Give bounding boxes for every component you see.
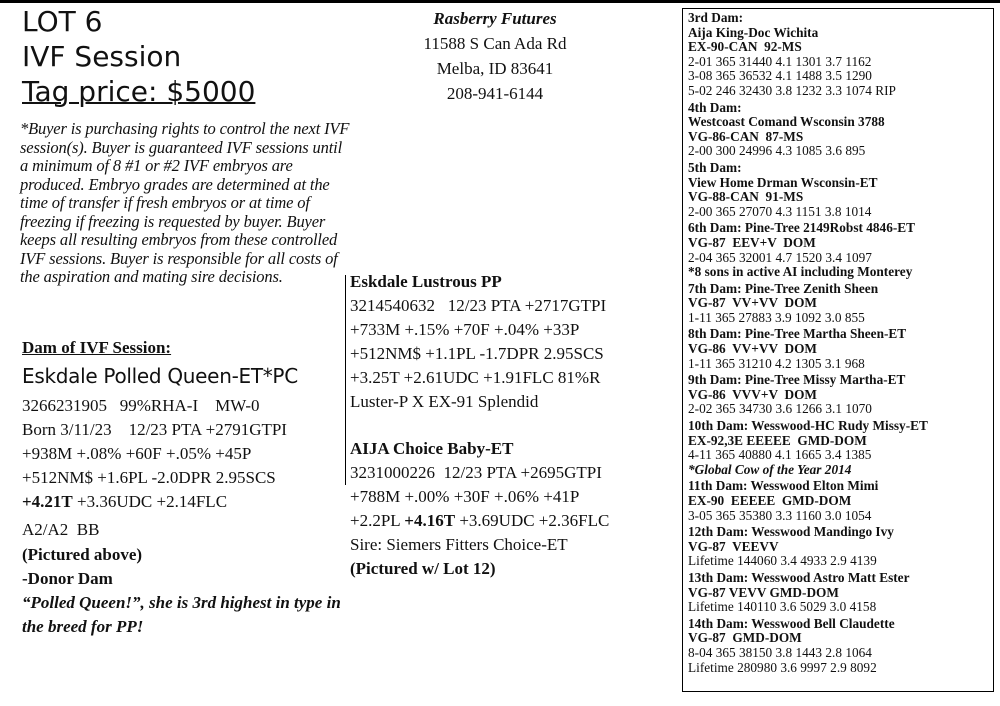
- sire-line: +512NM$ +1.1PL -1.7DPR 2.95SCS: [350, 344, 604, 363]
- granddam-pictured: (Pictured w/ Lot 12): [350, 559, 496, 578]
- dam-name: Eskdale Polled Queen-ET*PC: [22, 364, 298, 388]
- pedigree-record: 3-08 365 36532 4.1 1488 3.5 1290: [688, 68, 872, 84]
- pedigree-dam-detail: VG-86 VVV+V DOM: [688, 386, 817, 402]
- pedigree-dam-heading: 14th Dam: Wesswood Bell Claudette: [688, 615, 895, 631]
- pedigree-dam-heading: 6th Dam: Pine-Tree 2149Robst 4846-ET: [688, 220, 916, 236]
- pedigree-dam-detail: View Home Drman Wsconsin-ET: [688, 174, 878, 190]
- pedigree-dam-detail: VG-87 VEEVV: [688, 538, 779, 554]
- dam-line: +938M +.08% +60F +.05% +45P: [22, 444, 252, 463]
- pedigree-note: *8 sons in active AI including Monterey: [688, 264, 913, 280]
- pedigree-dam-detail: VG-87 VV+VV DOM: [688, 295, 817, 311]
- sire-line: 3214540632 12/23 PTA +2717GTPI: [350, 296, 607, 315]
- granddam-section: [350, 437, 609, 581]
- dam-line: A2/A2 BB: [22, 520, 100, 539]
- buyer-disclaimer: *Buyer is purchasing rights to control the next IVF session(s). Buyer is guaranteed IVF sessions until a minimum of 8 #1 or #2 IVF embryos are produced. Embryo grades are determined at the time of transfer if fresh embryos or at time of freezing if freezing is requested by buyer. Buyer keeps all resulting embryos from these controlled IVF sessions. Buyer is responsible for all costs of the aspiration and mating sire decisions.: [20, 119, 350, 286]
- top-rule: [0, 0, 1000, 3]
- pedigree-entry: [688, 221, 988, 279]
- pedigree-dam-detail: VG-86 VV+VV DOM: [688, 341, 817, 357]
- pedigree-dam-heading: 12th Dam: Wesswood Mandingo Ivy: [688, 524, 894, 540]
- column-divider: [345, 275, 346, 485]
- breeder-name: Rasberry Futures: [433, 9, 557, 28]
- pedigree-record: 2-04 365 32001 4.7 1520 3.4 1097: [688, 249, 872, 265]
- pedigree-record: Lifetime 280980 3.6 9997 2.9 8092: [688, 659, 877, 675]
- dam-line: [22, 490, 287, 514]
- polled-queen-note: “Polled Queen!”, she is 3rd highest in type in the breed for PP!: [22, 593, 341, 636]
- pedigree-dam-detail: Westcoast Comand Wsconsin 3788: [688, 114, 885, 130]
- pedigree-record: Lifetime 144060 3.4 4933 2.9 4139: [688, 553, 877, 569]
- dam-line: Born 3/11/23 12/23 PTA +2791GTPI: [22, 420, 287, 439]
- pedigree-record: 2-00 365 27070 4.3 1151 3.8 1014: [688, 203, 872, 219]
- pedigree-dam-heading: 3rd Dam:: [688, 10, 744, 25]
- pedigree-dam-heading: 9th Dam: Pine-Tree Missy Martha-ET: [688, 372, 906, 388]
- donor-note: -Donor Dam: [22, 569, 113, 588]
- pedigree-entry: [688, 161, 988, 219]
- breeder-phone: 208-941-6144: [446, 84, 544, 103]
- dam-stats: [22, 394, 287, 542]
- dam-line-rest: +3.36UDC +2.14FLC: [72, 492, 228, 511]
- dam-notes: [22, 543, 342, 639]
- pedigree-entry: [688, 101, 988, 159]
- pedigree-dam-detail: EX-90 EEEEE GMD-DOM: [688, 493, 852, 508]
- pictured-note: (Pictured above): [22, 545, 143, 564]
- granddam-name: AIJA Choice Baby-ET: [350, 439, 514, 458]
- granddam-line-b: +3.69UDC +2.36FLC: [455, 511, 610, 530]
- lot-header: [22, 4, 352, 109]
- pedigree-dam-heading: 5th Dam:: [688, 159, 742, 175]
- granddam-line: 3231000226 12/23 PTA +2695GTPI: [350, 463, 602, 482]
- pedigree-dam-heading: 11th Dam: Wesswood Elton Mimi: [688, 478, 879, 494]
- lot-title: LOT 6: [22, 5, 103, 38]
- pedigree-dam-detail: VG-87 EEV+V DOM: [688, 234, 816, 250]
- pedigree-dam-heading: 8th Dam: Pine-Tree Martha Sheen-ET: [688, 326, 907, 342]
- granddam-type-value: +4.16T: [404, 511, 456, 530]
- pedigree-record: 1-11 365 31210 4.2 1305 3.1 968: [688, 355, 865, 371]
- pedigree-record: 1-11 365 27883 3.9 1092 3.0 855: [688, 309, 865, 325]
- pedigree-dam-heading: 13th Dam: Wesswood Astro Matt Ester: [688, 569, 910, 585]
- pedigree-entry: [688, 327, 988, 371]
- pedigree-dam-detail: VG-86-CAN 87-MS: [688, 128, 804, 144]
- pedigree-award: *Global Cow of the Year 2014: [688, 461, 852, 477]
- granddam-line-a: +2.2PL: [350, 511, 405, 530]
- pedigree-entry: [688, 373, 988, 417]
- pedigree-entry: [688, 525, 988, 569]
- pedigree-dam-heading: 7th Dam: Pine-Tree Zenith Sheen: [688, 280, 879, 296]
- granddam-sire: Sire: Siemers Fitters Choice-ET: [350, 535, 568, 554]
- dam-line: 3266231905 99%RHA-I MW-0: [22, 396, 260, 415]
- pedigree-entry: [688, 571, 988, 615]
- pedigree-entry: [688, 479, 988, 523]
- pedigree-record: 2-01 365 31440 4.1 1301 3.7 1162: [688, 53, 872, 69]
- dam-line: +512NM$ +1.6PL -2.0DPR 2.95SCS: [22, 468, 276, 487]
- pedigree-record: 2-02 365 34730 3.6 1266 3.1 1070: [688, 401, 872, 417]
- pedigree-record: 4-11 365 40880 4.1 1665 3.4 1385: [688, 447, 872, 463]
- sire-section: [350, 270, 606, 414]
- breeder-address2: Melba, ID 83641: [436, 59, 554, 78]
- breeder-info: [410, 6, 580, 106]
- sire-line: +3.25T +2.61UDC +1.91FLC 81%R: [350, 368, 601, 387]
- pedigree-record: 2-00 300 24996 4.3 1085 3.6 895: [688, 143, 866, 159]
- pedigree-dam-detail: VG-87 GMD-DOM: [688, 630, 802, 646]
- pedigree-dam-detail: Aija King-Doc Wichita: [688, 24, 819, 40]
- tag-price: Tag price: $5000: [22, 75, 256, 108]
- pedigree-record: 8-04 365 38150 3.8 1443 2.8 1064: [688, 644, 872, 660]
- sire-line: Luster-P X EX-91 Splendid: [350, 392, 539, 411]
- pedigree-record: 3-05 365 35380 3.3 1160 3.0 1054: [688, 507, 872, 523]
- pedigree-record: 5-02 246 32430 3.8 1232 3.3 1074 RIP: [688, 82, 896, 98]
- pedigree-record: Lifetime 140110 3.6 5029 3.0 4158: [688, 599, 877, 615]
- pedigree-entry: [688, 617, 988, 675]
- pedigree-dam-detail: VG-87 VEVV GMD-DOM: [688, 584, 839, 600]
- pedigree-box: [682, 8, 994, 692]
- granddam-line: +788M +.00% +30F +.06% +41P: [350, 487, 580, 506]
- dam-heading: Dam of IVF Session:: [22, 338, 172, 357]
- dam-type-value: +4.21T: [22, 492, 73, 511]
- granddam-line: [350, 509, 609, 533]
- pedigree-entry: [688, 419, 988, 477]
- pedigree-dam-heading: 10th Dam: Wesswood-HC Rudy Missy-ET: [688, 418, 928, 434]
- breeder-address1: 11588 S Can Ada Rd: [423, 34, 567, 53]
- pedigree-dam-detail: EX-92,3E EEEEE GMD-DOM: [688, 432, 867, 448]
- pedigree-dam-heading: 4th Dam:: [688, 99, 742, 115]
- pedigree-dam-detail: EX-90-CAN 92-MS: [688, 39, 802, 55]
- pedigree-entry: [688, 282, 988, 326]
- sire-line: +733M +.15% +70F +.04% +33P: [350, 320, 580, 339]
- pedigree-dam-detail: VG-88-CAN 91-MS: [688, 189, 804, 205]
- pedigree-entry: [688, 11, 988, 99]
- lot-subtitle: IVF Session: [22, 40, 182, 73]
- sire-name: Eskdale Lustrous PP: [350, 272, 502, 291]
